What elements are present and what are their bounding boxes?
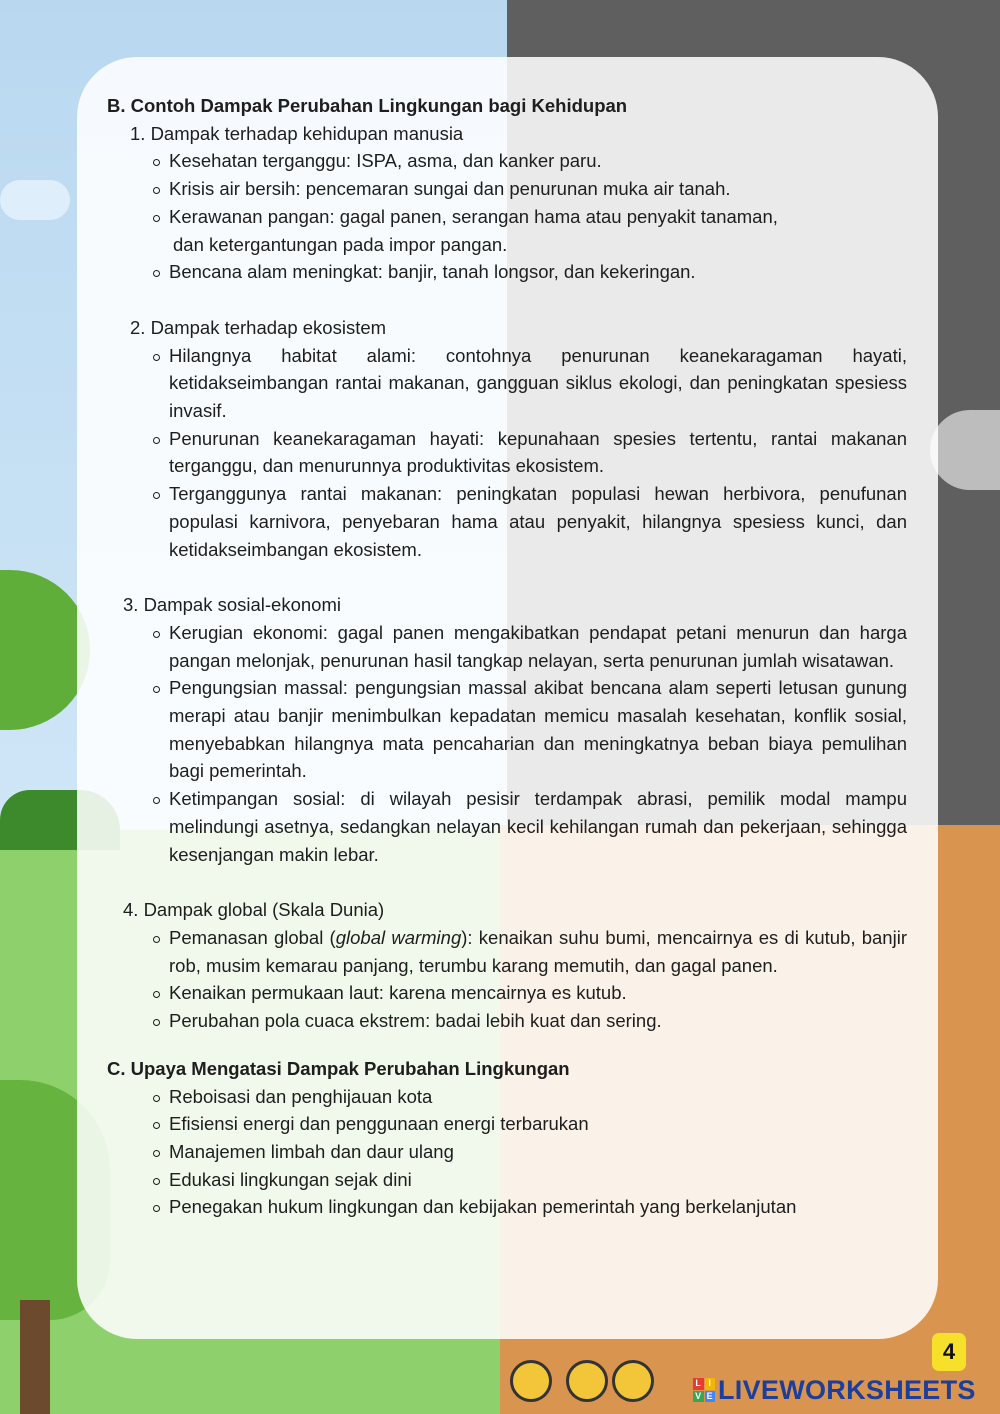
list-item: Krisis air bersih: pencemaran sungai dan penurunan muka air tanah.: [169, 175, 907, 203]
list-item: Kesehatan terganggu: ISPA, asma, dan kanker paru.: [169, 147, 907, 175]
group-4-list: [107, 924, 907, 1035]
liveworksheets-logo-icon: L I V E: [693, 1378, 715, 1402]
worksheet-content: [107, 92, 907, 1221]
section-b-title: B. Contoh Dampak Perubahan Lingkungan bagi Kehidupan: [107, 95, 628, 116]
group-3-list: [107, 619, 907, 868]
list-item: [169, 924, 907, 979]
list-item-text: Kerawanan pangan: gagal panen, serangan hama atau penyakit tanaman,: [169, 205, 778, 227]
list-item: Penegakan hukum lingkungan dan kebijakan pemerintah yang berkelanjutan: [169, 1193, 907, 1221]
list-item: Bencana alam meningkat: banjir, tanah longsor, dan kekeringan.: [169, 258, 907, 286]
list-item: Terganggunya rantai makanan: peningkatan populasi hewan herbivora, penufunan populasi karnivora, penyebaran hama atau penyakit, hilangnya spesiess kunci, dan ketidakseimbangan ekosistem.: [169, 480, 907, 563]
list-item: [169, 203, 907, 258]
list-item: Kerugian ekonomi: gagal panen mengakibatkan pendapat petani menurun dan harga pangan melonjak, penurunan hasil tangkap nelayan, serta penurunan jumlah wisatawan.: [169, 619, 907, 674]
list-item: Penurunan keanekaragaman hayati: kepunahaan spesies tertentu, rantai makanan terganggu, dan menurunnya produktivitas ekosistem.: [169, 425, 907, 480]
radioactive-drum-icon: [566, 1360, 608, 1402]
group-1-title: 1. Dampak terhadap kehidupan manusia: [130, 122, 464, 144]
list-item: Reboisasi dan penghijauan kota: [169, 1083, 907, 1111]
tree-trunk-illustration: [20, 1300, 50, 1414]
list-item-italic: global warming: [335, 926, 462, 948]
list-item: Hilangnya habitat alami: contohnya penurunan keanekaragaman hayati, ketidakseimbangan rantai makanan, gangguan siklus ekologi, dan peningkatan spesiess invasif.: [169, 342, 907, 425]
list-item-text: ): kenaikan suhu bumi, mencairnya es di kutub, banjir rob, musim kemarau panjang, terumbu karang memutih, dan gagal panen.: [169, 926, 907, 976]
radioactive-drum-icon: [510, 1360, 552, 1402]
group-4-title: 4. Dampak global (Skala Dunia): [123, 899, 385, 921]
cloud-illustration: [0, 180, 70, 220]
group-1-list: [107, 147, 907, 286]
list-item-text: Pemanasan global (: [169, 926, 336, 948]
list-item: Manajemen limbah dan daur ulang: [169, 1138, 907, 1166]
group-2-title: 2. Dampak terhadap ekosistem: [130, 316, 387, 338]
list-item: Pengungsian massal: pengungsian massal akibat bencana alam seperti letusan gunung merapi atau banjir menimbulkan kepadatan memicu masalah kesehatan, konflik sosial, menyebabkan hilangnya mata pencaharian dan meningkatnya beban biaya pemulihan bagi pemerintah.: [169, 674, 907, 785]
page-number-badge: 4: [932, 1333, 966, 1371]
brand-name: LIVEWORKSHEETS: [718, 1374, 976, 1405]
group-2-list: [107, 342, 907, 564]
liveworksheets-logo[interactable]: [693, 1374, 976, 1406]
section-c-list: [107, 1083, 907, 1222]
radioactive-drum-icon: [612, 1360, 654, 1402]
list-item: Edukasi lingkungan sejak dini: [169, 1166, 907, 1194]
list-item: Efisiensi energi dan penggunaan energi terbarukan: [169, 1110, 907, 1138]
group-3-title: 3. Dampak sosial-ekonomi: [123, 594, 341, 616]
list-item: Kenaikan permukaan laut: karena mencairnya es kutub.: [169, 979, 907, 1007]
list-item: Perubahan pola cuaca ekstrem: badai lebih kuat dan sering.: [169, 1007, 907, 1035]
list-item: Ketimpangan sosial: di wilayah pesisir terdampak abrasi, pemilik modal mampu melindungi asetnya, sedangkan nelayan kecil kehilangan rumah dan pekerjaan, sehingga kesenjangan makin lebar.: [169, 785, 907, 868]
list-item-continuation: dan ketergantungan pada impor pangan.: [173, 233, 508, 255]
smoke-illustration: [930, 410, 1000, 490]
section-c-title: C. Upaya Mengatasi Dampak Perubahan Lingkungan: [107, 1057, 570, 1079]
